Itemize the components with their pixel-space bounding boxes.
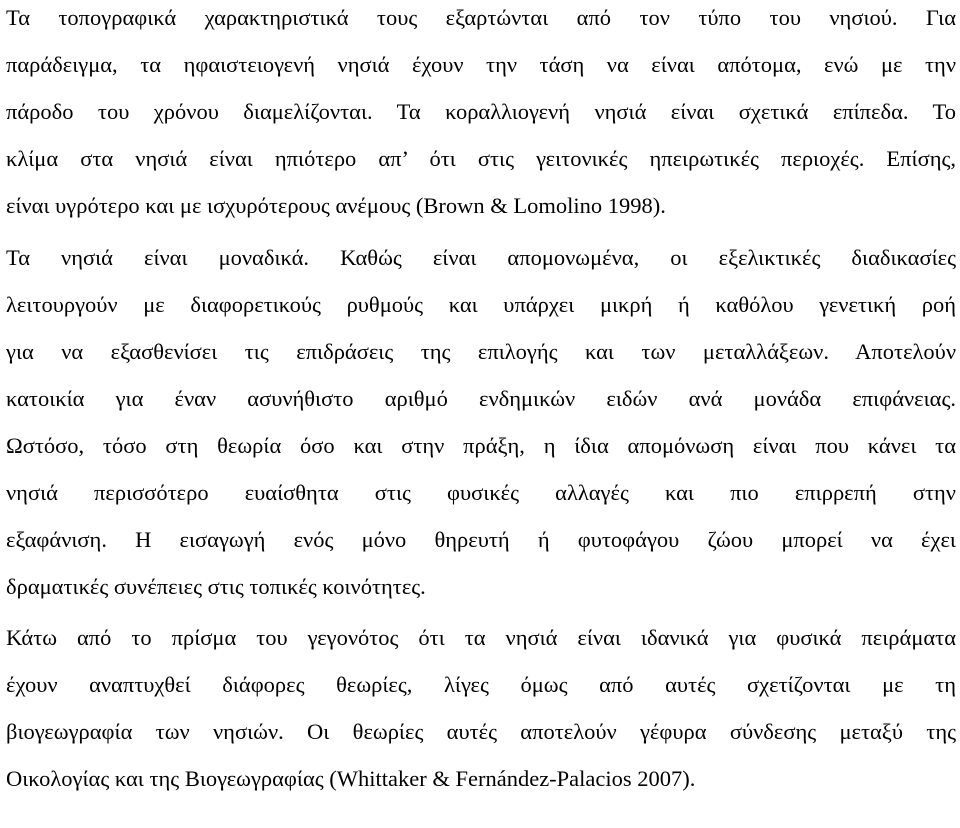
text-line: κατοικία για έναν ασυνήθιστο αριθμό ενδημικών ειδών ανά μονάδα επιφάνειας. xyxy=(6,386,956,411)
text-line: Κάτω από το πρίσμα του γεγονότος ότι τα νησιά είναι ιδανικά για φυσικά πειράματα xyxy=(6,625,956,650)
text-line: Τα νησιά είναι μοναδικά. Καθώς είναι απομονωμένα, οι εξελικτικές διαδικασίες xyxy=(6,245,956,270)
text-line: έχουν αναπτυχθεί διάφορες θεωρίες, λίγες όμως από αυτές σχετίζονται με τη xyxy=(6,672,956,697)
text-line: πάροδο του χρόνου διαμελίζονται. Τα κοραλλιογενή νησιά είναι σχετικά επίπεδα. Το xyxy=(6,99,956,124)
text-line: Τα τοπογραφικά χαρακτηριστικά τους εξαρτώνται από τον τύπο του νησιού. Για xyxy=(6,5,956,30)
paragraph-island-topography xyxy=(6,0,956,229)
text-line: κλίμα στα νησιά είναι ηπιότερο απ’ ότι στις γειτονικές ηπειρωτικές περιοχές. Επίσης, xyxy=(6,146,956,171)
text-line: παράδειγμα, τα ηφαιστειογενή νησιά έχουν την τάση να είναι απότομα, ενώ με την xyxy=(6,52,956,77)
text-line: Ωστόσο, τόσο στη θεωρία όσο και στην πράξη, η ίδια απομόνωση είναι που κάνει τα xyxy=(6,433,956,458)
text-line: είναι υγρότερο και με ισχυρότερους ανέμους (Brown & Lomolino 1998). xyxy=(6,193,666,218)
text-line: Οικολογίας και της Βιογεωγραφίας (Whittaker & Fernández-Palacios 2007). xyxy=(6,766,696,791)
paragraph-island-uniqueness xyxy=(6,234,956,610)
text-line: εξαφάνιση. Η εισαγωγή ενός μόνο θηρευτή ή φυτοφάγου ζώου μπορεί να έχει xyxy=(6,527,956,552)
text-line: βιογεωγραφία των νησιών. Οι θεωρίες αυτές αποτελούν γέφυρα σύνδεσης μεταξύ της xyxy=(6,719,956,744)
paragraph-biogeography-theories xyxy=(6,614,956,802)
text-line: για να εξασθενίσει τις επιδράσεις της επιλογής και των μεταλλάξεων. Αποτελούν xyxy=(6,339,956,364)
text-line: λειτουργούν με διαφορετικούς ρυθμούς και υπάρχει μικρή ή καθόλου γενετική ροή xyxy=(6,292,956,317)
text-line: δραματικές συνέπειες στις τοπικές κοινότητες. xyxy=(6,574,426,599)
text-line: νησιά περισσότερο ευαίσθητα στις φυσικές αλλαγές και πιο επιρρεπή στην xyxy=(6,480,956,505)
